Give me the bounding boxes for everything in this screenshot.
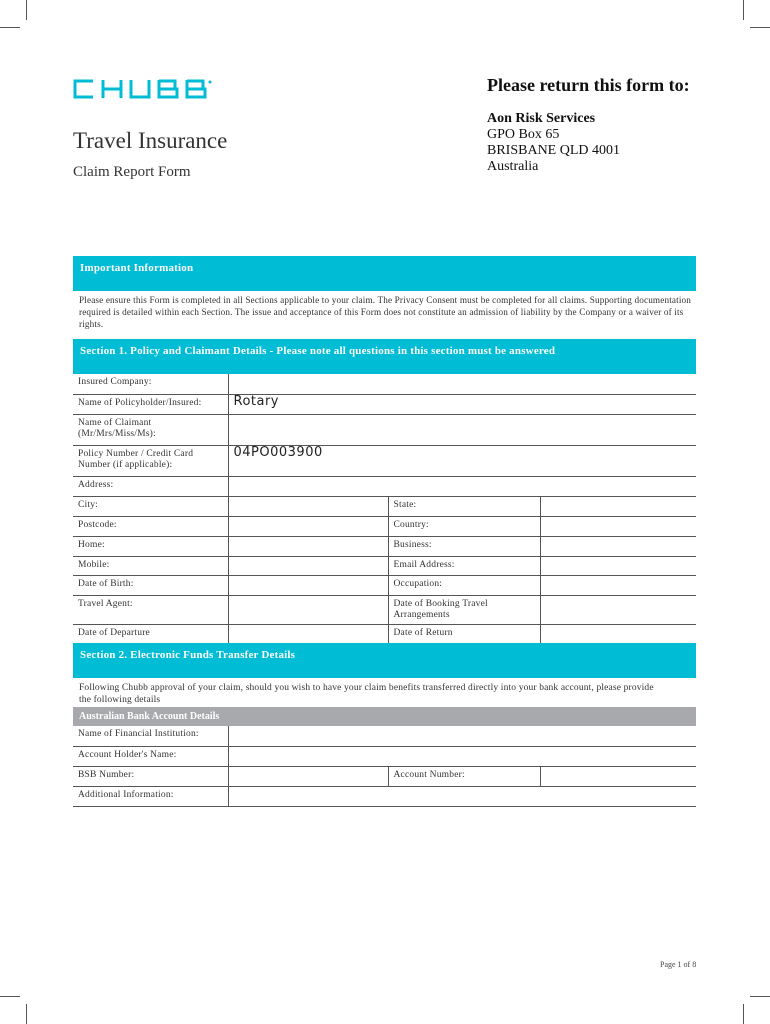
bsb-label: BSB Number: [73, 766, 228, 786]
mobile-label: Mobile: [73, 556, 228, 575]
crop-mark [743, 1004, 744, 1024]
travel-agent-label: Travel Agent: [73, 595, 228, 624]
state-label: State: [388, 496, 540, 516]
travel-agent-field[interactable] [228, 595, 388, 624]
occupation-label: Occupation: [388, 575, 540, 595]
home-label: Home: [73, 536, 228, 556]
account-field[interactable] [540, 766, 696, 786]
section2-table [73, 726, 696, 807]
section1-table [73, 374, 696, 643]
address-field[interactable] [228, 476, 696, 496]
crop-mark [0, 27, 20, 28]
email-label: Email Address: [388, 556, 540, 575]
business-label: Business: [388, 536, 540, 556]
country-label: Country: [388, 516, 540, 536]
home-field[interactable] [228, 536, 388, 556]
section2-heading: Section 2. Electronic Funds Transfer Details [73, 643, 696, 678]
crop-mark [26, 0, 27, 20]
policyholder-value: Rotary [233, 393, 280, 409]
holder-label: Account Holder's Name: [73, 746, 228, 766]
institution-label: Name of Financial Institution: [73, 726, 228, 746]
state-field[interactable] [540, 496, 696, 516]
policyholder-label: Name of Policyholder/Insured: [73, 394, 228, 414]
crop-mark [0, 996, 20, 997]
important-text: Please ensure this Form is completed in all Sections applicable to your claim. The Privacy Consent must be completed for all claims. Supporting documentation required is detailed within each Section. The issue and acceptance of this Form does not constitute an admission of liability by the Company or a waiver of its rights. [79, 295, 692, 329]
institution-field[interactable] [228, 726, 696, 746]
occupation-field[interactable] [540, 575, 696, 595]
bank-details-heading: Australian Bank Account Details [73, 707, 696, 726]
booking-date-field[interactable] [540, 595, 696, 624]
page-number: Page 1 of 8 [660, 960, 697, 969]
page-title: Travel Insurance [73, 128, 228, 153]
insured-company-label: Insured Company: [73, 374, 228, 394]
bsb-field[interactable] [228, 766, 388, 786]
account-label: Account Number: [388, 766, 540, 786]
holder-field[interactable] [228, 746, 696, 766]
crop-mark [750, 27, 770, 28]
chubb-logo [73, 78, 213, 100]
mobile-field[interactable] [228, 556, 388, 575]
additional-field[interactable] [228, 786, 696, 806]
policy-number-field[interactable] [228, 445, 696, 476]
return-date-field[interactable] [540, 624, 696, 643]
claimant-label: Name of Claimant (Mr/Mrs/Miss/Ms): [73, 414, 228, 445]
departure-field[interactable] [228, 624, 388, 643]
return-heading: Please return this form to: [487, 75, 690, 95]
departure-label: Date of Departure [78, 627, 150, 638]
city-field[interactable] [228, 496, 388, 516]
insured-company-field[interactable] [228, 374, 696, 394]
postcode-label: Postcode: [73, 516, 228, 536]
return-line: BRISBANE QLD 4001 [487, 143, 621, 158]
business-field[interactable] [540, 536, 696, 556]
booking-date-label: Date of Booking Travel Arrangements [388, 595, 540, 624]
address-label: Address: [73, 476, 228, 496]
policyholder-field[interactable] [228, 394, 696, 414]
city-label: City: [73, 496, 228, 516]
crop-mark [743, 0, 744, 20]
return-org: Aon Risk Services [487, 111, 596, 126]
page-subtitle: Claim Report Form [73, 164, 191, 180]
additional-label: Additional Information: [73, 786, 228, 806]
return-address [487, 111, 620, 175]
return-line: Australia [487, 159, 539, 174]
crop-mark [26, 1004, 27, 1024]
dob-label: Date of Birth: [73, 575, 228, 595]
section2-text: Following Chubb approval of your claim, should you wish to have your claim benefits transferred directly into your bank account, please provide the following details [79, 683, 654, 705]
section1-heading: Section 1. Policy and Claimant Details - Please note all questions in this section must be answered [73, 339, 696, 374]
email-field[interactable] [540, 556, 696, 575]
claimant-field[interactable] [228, 414, 696, 445]
policy-number-label: Policy Number / Credit Card Number (if applicable): [73, 445, 228, 476]
country-field[interactable] [540, 516, 696, 536]
return-date-label: Date of Return [388, 624, 540, 643]
postcode-field[interactable] [228, 516, 388, 536]
crop-mark [750, 996, 770, 997]
dob-field[interactable] [228, 575, 388, 595]
important-heading: Important Information [73, 256, 696, 291]
policy-number-value: 04PO003900 [233, 444, 323, 460]
return-line: GPO Box 65 [487, 127, 560, 142]
